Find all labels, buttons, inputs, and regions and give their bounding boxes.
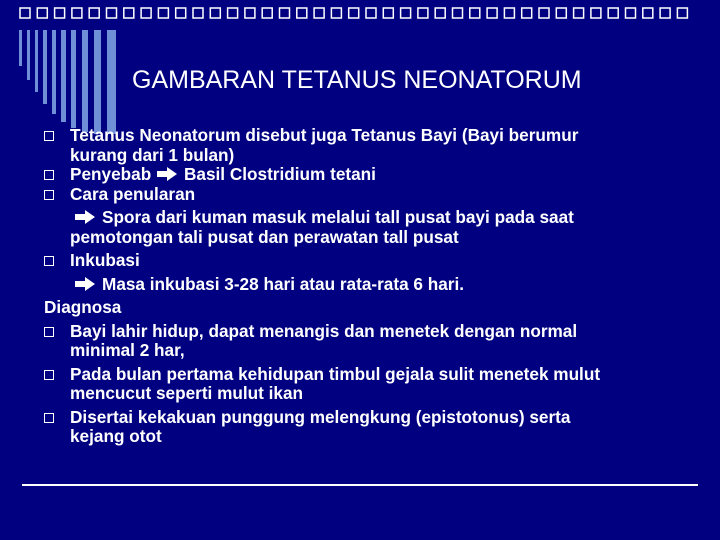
item-text: Tetanus Neonatorum disebut juga Tetanus Bayi (Bayi berumur <box>70 125 579 145</box>
list-item-incubation <box>44 251 704 271</box>
hollow-square-bullet-icon <box>44 170 54 180</box>
list-item-diagnosa <box>44 322 704 342</box>
decor-square <box>574 8 584 18</box>
decor-square <box>453 8 463 18</box>
hollow-square-bullet-icon <box>44 327 54 337</box>
decor-square <box>383 8 393 18</box>
slide-title: GAMBARAN TETANUS NEONATORUM <box>132 66 582 94</box>
diagnosa-heading: Diagnosa <box>44 297 122 317</box>
decor-square <box>55 8 65 18</box>
list-item-continuation: minimal 2 har, <box>70 340 185 360</box>
item-text: Bayi lahir hidup, dapat menangis dan menetek dengan normal <box>70 320 578 341</box>
hollow-squares-row <box>20 8 687 18</box>
decor-square <box>314 8 324 18</box>
item-text: Pada bulan pertama kehidupan timbul gejala sulit menetek mulut <box>70 363 601 384</box>
list-subitem-transmission <box>44 208 704 228</box>
decor-square <box>176 8 186 18</box>
decor-square <box>193 8 203 18</box>
decor-square <box>124 8 134 18</box>
decor-square <box>297 8 307 18</box>
list-item-transmission <box>44 185 704 205</box>
decor-square <box>280 8 290 18</box>
list-item-continuation: pemotongan tali pusat dan perawatan tall pusat <box>70 226 459 247</box>
list-item-definition <box>44 126 704 146</box>
decor-bar <box>71 30 76 128</box>
subitem-text: Spora dari kuman masuk melalui tall pusat bayi pada saat <box>102 207 574 227</box>
decor-square <box>504 8 514 18</box>
list-item-diagnosa <box>44 408 704 428</box>
right-arrow-icon <box>156 167 178 181</box>
hollow-square-bullet-icon <box>44 131 54 141</box>
vertical-bars <box>19 30 116 134</box>
decor-bar <box>52 30 56 114</box>
decor-square <box>210 8 220 18</box>
hollow-square-bullet-icon <box>44 413 54 423</box>
decor-bar <box>82 30 88 132</box>
decor-square <box>487 8 497 18</box>
decor-bar <box>43 30 47 104</box>
decor-square <box>401 8 411 18</box>
list-item-cause <box>44 165 704 185</box>
decor-square <box>72 8 82 18</box>
item-text: Inkubasi <box>70 250 140 270</box>
decor-bar <box>94 30 101 134</box>
item-text: Basil Clostridium tetani <box>183 164 376 184</box>
list-item-continuation: kejang otot <box>70 426 162 446</box>
hollow-square-bullet-icon <box>44 190 54 200</box>
item-label: Penyebab <box>70 164 152 184</box>
list-item-continuation: kurang dari 1 bulan) <box>70 144 235 165</box>
decor-square <box>643 8 653 18</box>
decor-bar <box>61 30 66 122</box>
list-item-diagnosa <box>44 365 704 385</box>
decor-square <box>37 8 47 18</box>
decor-square <box>262 8 272 18</box>
decor-square <box>245 8 255 18</box>
item-text: Cara penularan <box>70 183 196 204</box>
decor-square <box>107 8 117 18</box>
decor-square <box>331 8 341 18</box>
list-item-continuation: mencucut seperti mulut ikan <box>70 383 304 403</box>
decor-square <box>435 8 445 18</box>
decor-square <box>522 8 532 18</box>
decor-square <box>418 8 428 18</box>
decor-square <box>556 8 566 18</box>
decor-square <box>349 8 359 18</box>
decor-square <box>591 8 601 18</box>
decor-square <box>20 8 30 18</box>
decor-square <box>89 8 99 18</box>
decor-square <box>470 8 480 18</box>
decor-bar <box>27 30 30 80</box>
hollow-square-bullet-icon <box>44 256 54 266</box>
decor-square <box>660 8 670 18</box>
hollow-square-bullet-icon <box>44 370 54 380</box>
decor-square <box>608 8 618 18</box>
right-arrow-icon <box>74 277 96 291</box>
item-text: Disertai kekakuan punggung melengkung (epistotonus) serta <box>70 406 571 427</box>
decor-square <box>228 8 238 18</box>
list-subitem-incubation <box>44 275 704 295</box>
decor-bar <box>35 30 38 92</box>
subitem-text: Masa inkubasi 3-28 hari atau rata-rata 6 hari. <box>102 273 465 294</box>
decor-bar <box>19 30 22 66</box>
decor-square <box>539 8 549 18</box>
decor-square <box>626 8 636 18</box>
decor-square <box>141 8 151 18</box>
slide-body <box>44 126 704 447</box>
decor-square <box>158 8 168 18</box>
decor-bar <box>107 30 116 134</box>
decor-square <box>677 8 687 18</box>
right-arrow-icon <box>74 210 96 224</box>
decor-square <box>366 8 376 18</box>
